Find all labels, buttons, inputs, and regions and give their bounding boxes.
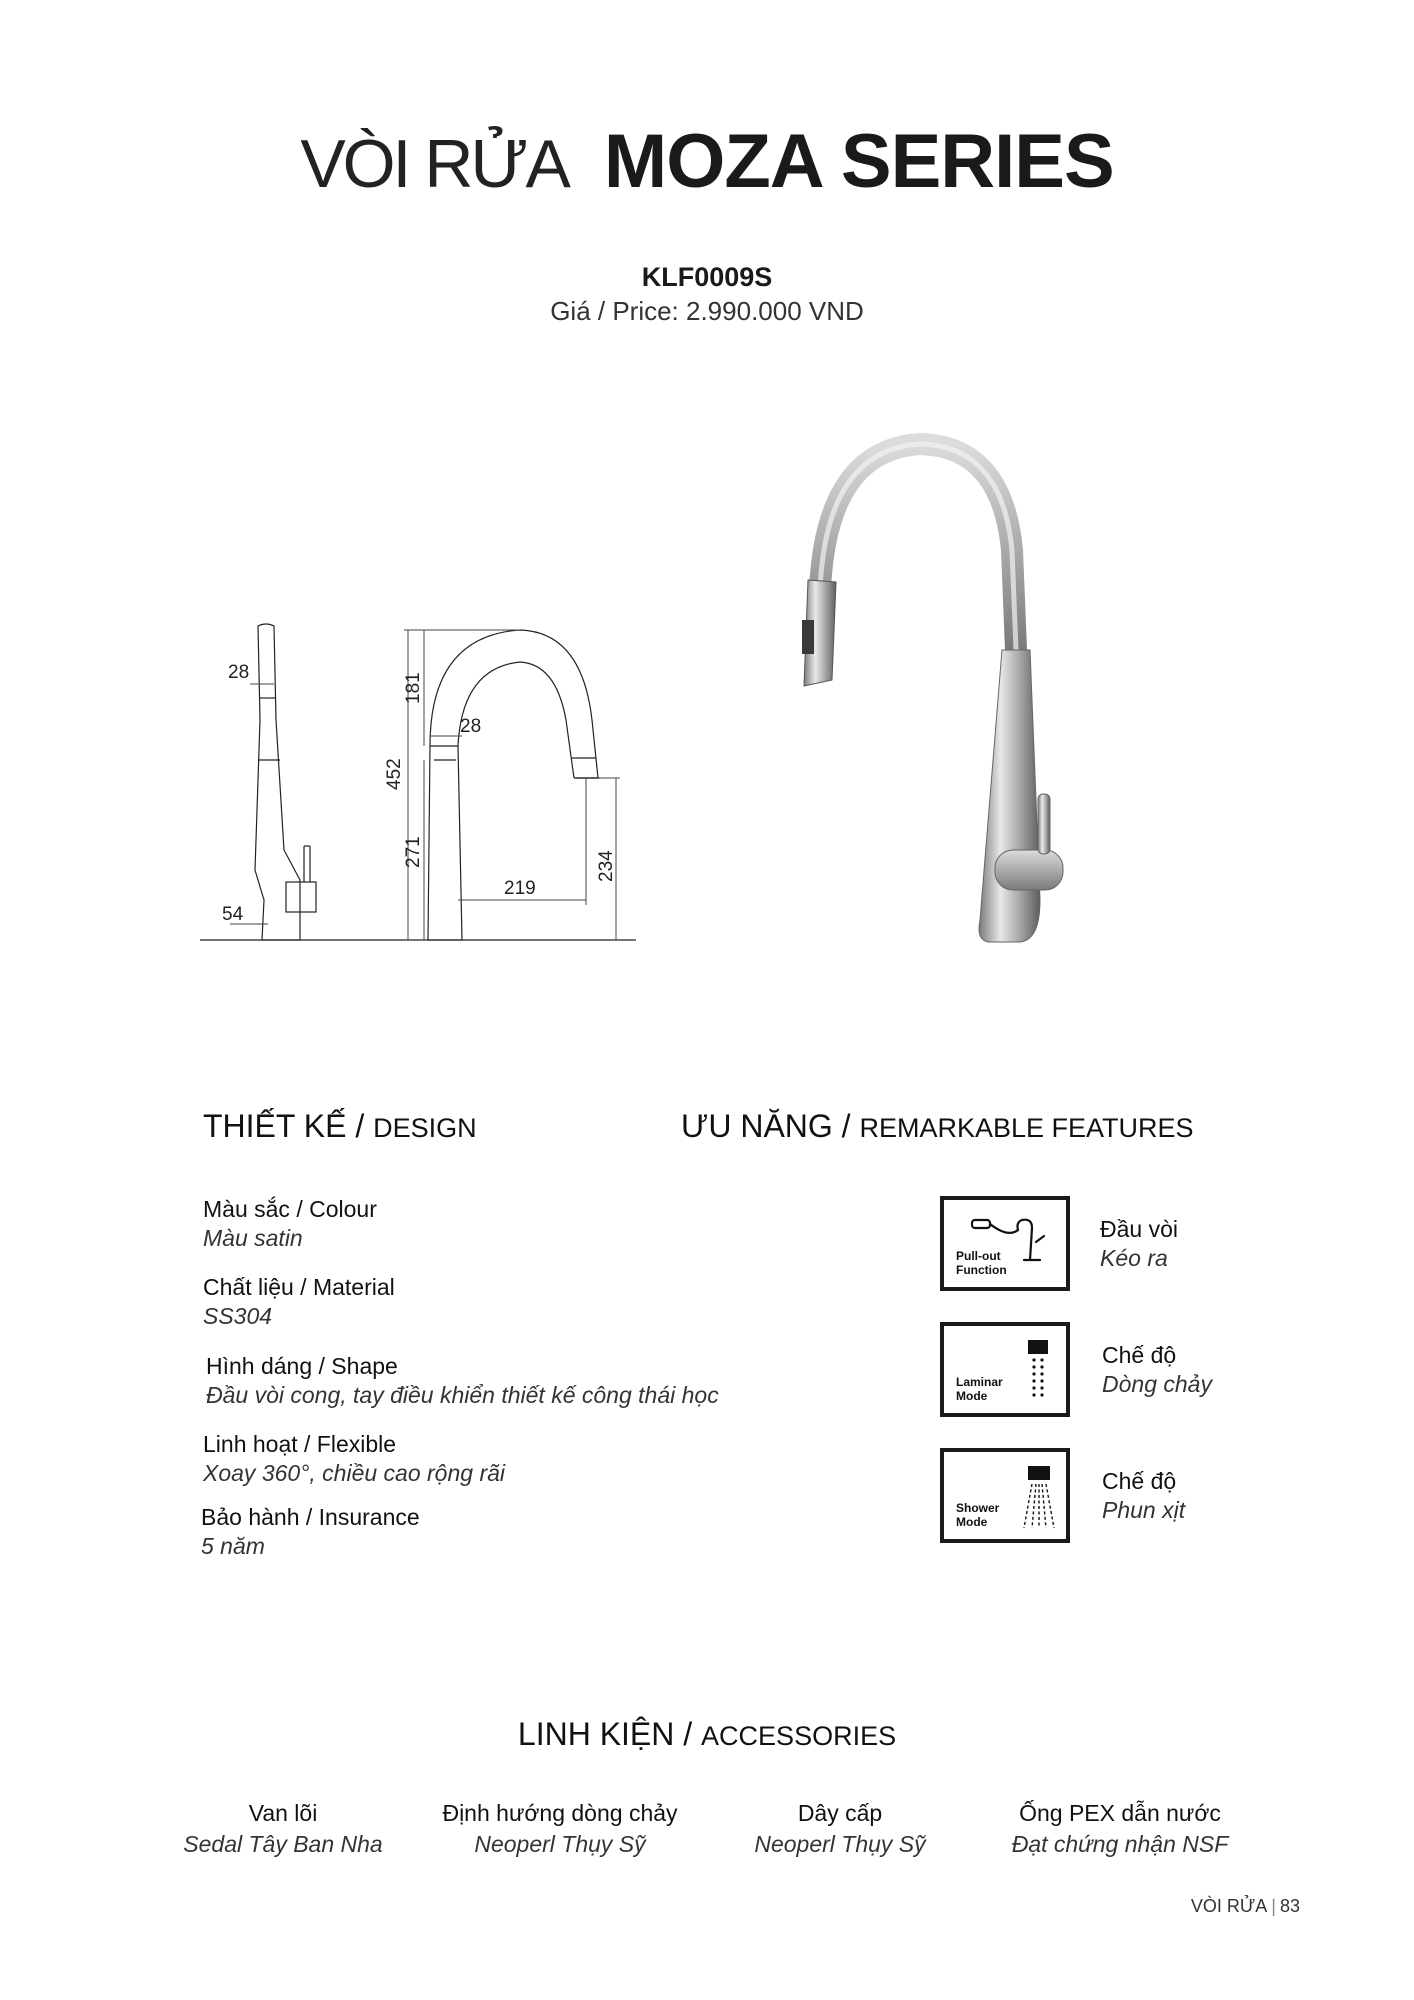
footer-section: VÒI RỬA [1190,1896,1268,1916]
dim-arc-height: 181 [403,672,424,704]
accessories-heading-en: ACCESSORIES [701,1721,897,1751]
features-heading-en: REMARKABLE FEATURES [859,1113,1194,1143]
accessory-name: Ống PEX dẫn nước [1019,1800,1221,1826]
laminar-stream-icon [1024,1340,1054,1404]
design-item-value: Xoay 360°, chiều cao rộng rãi [203,1460,505,1486]
accessory-desc: Sedal Tây Ban Nha [183,1831,383,1857]
dim-base-width: 54 [222,904,244,925]
dim-total-height: 452 [384,758,405,790]
accessory-name: Dây cấp [797,1800,883,1826]
accessories-heading [0,1716,1414,1753]
dim-outlet-height: 234 [596,850,617,882]
design-item-value: Màu satin [203,1225,303,1251]
design-item-label: Chất liệu / Material [203,1274,395,1300]
accessory-name: Van lõi [248,1800,318,1826]
design-item-label: Linh hoạt / Flexible [203,1431,397,1457]
feature-subtitle: Kéo ra [1100,1245,1168,1271]
design-heading [203,1108,477,1145]
design-item-value: 5 năm [201,1533,265,1559]
accessory-item [700,1800,980,1858]
dim-body-height: 271 [403,836,424,868]
feature-subtitle: Phun xịt [1102,1497,1186,1523]
accessories-heading-vi: LINH KIỆN / [517,1716,693,1752]
title-bold: MOZA SERIES [603,119,1114,204]
accessory-desc: Neoperl Thụy Sỹ [474,1831,646,1857]
feature-box-shower [940,1448,1070,1543]
accessory-name: Định hướng dòng chảy [442,1800,678,1826]
page-title [0,118,1414,205]
feature-title: Chế độ [1102,1342,1177,1368]
product-photo [740,430,1100,950]
accessory-desc: Neoperl Thụy Sỹ [754,1831,926,1857]
shower-spray-icon [1022,1466,1058,1532]
design-heading-en: DESIGN [373,1113,477,1143]
feature-title: Chế độ [1102,1468,1177,1494]
features-heading [681,1108,1194,1145]
accessory-desc: Đạt chứng nhận NSF [1011,1831,1229,1857]
design-item-value: SS304 [203,1303,273,1329]
feature-box-label: Laminar Mode [956,1375,1003,1403]
page-footer [1110,1896,1300,1917]
feature-title: Đầu vòi [1100,1216,1178,1242]
feature-subtitle: Dòng chảy [1102,1371,1212,1397]
technical-drawing [200,600,660,960]
feature-box-pull-out [940,1196,1070,1291]
design-heading-vi: THIẾT KẾ / [203,1108,365,1144]
product-price: Giá / Price: 2.990.000 VND [550,296,864,326]
design-item-label: Bảo hành / Insurance [201,1504,420,1530]
dim-spout-width: 28 [228,662,250,683]
accessory-item [143,1800,423,1858]
dim-reach: 219 [504,878,536,899]
footer-separator: | [1271,1896,1276,1916]
feature-box-label: Shower Mode [956,1501,1000,1529]
features-heading-vi: ƯU NĂNG / [681,1108,851,1144]
feature-box-label: Pull-out Function [956,1249,1007,1277]
feature-box-laminar [940,1322,1070,1417]
page-number: 83 [1279,1896,1300,1916]
accessory-item [420,1800,700,1858]
design-item-value: Đầu vòi cong, tay điều khiển thiết kế công thái học [206,1382,719,1408]
design-item-label: Màu sắc / Colour [203,1196,377,1222]
title-light: VÒI RỬA [300,126,568,202]
dim-neck-width: 28 [460,716,482,737]
accessory-item [980,1800,1260,1858]
design-item-label: Hình dáng / Shape [206,1353,398,1379]
product-model: KLF0009S [641,262,773,292]
